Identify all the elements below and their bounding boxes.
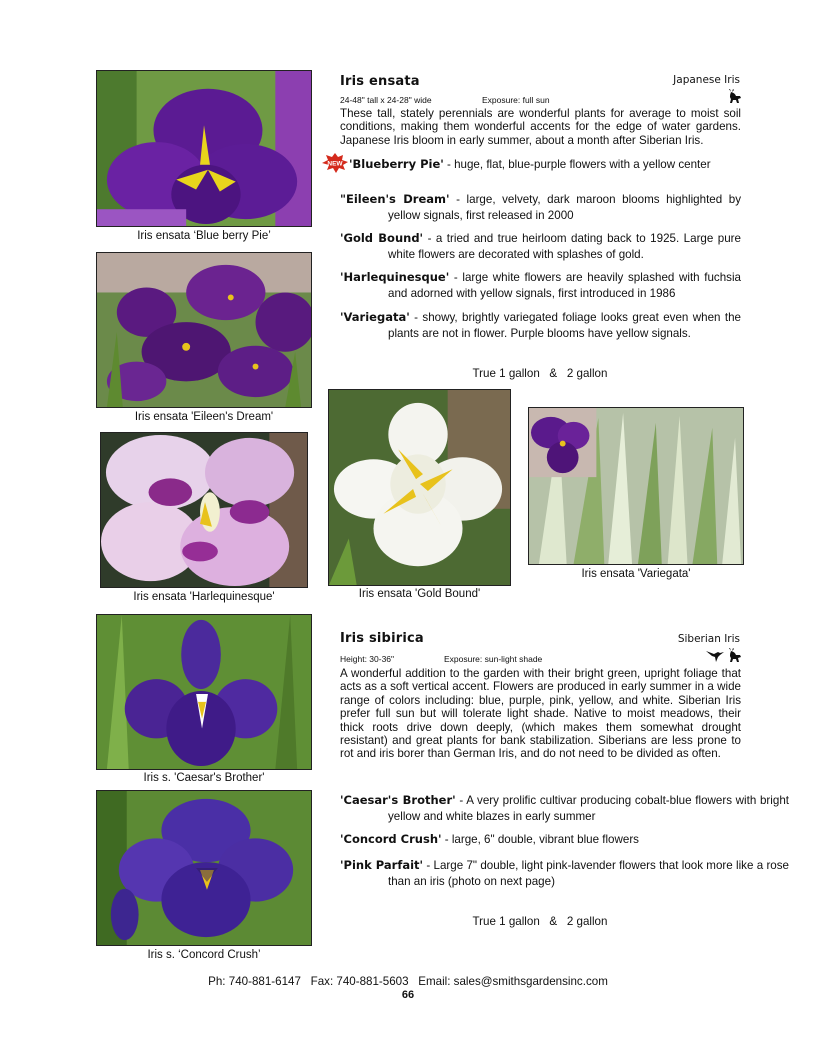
caption-concord-crush: Iris s. ‘Concord Crush’ [147, 949, 261, 961]
photo-variegata [528, 407, 744, 565]
cultivar-name: "Eileen's Dream' [340, 192, 450, 206]
new-badge-icon [322, 153, 348, 173]
cultivar-name: 'Concord Crush' [340, 832, 442, 846]
photo-gold-bound [328, 389, 511, 586]
hummingbird-icon [706, 648, 724, 662]
cultivar-name: 'Caesar's Brother' [340, 793, 456, 807]
sizes-siberian: True 1 gallon & 2 gallon [472, 915, 608, 928]
caption-variegata: Iris ensata 'Variegata' [581, 568, 691, 580]
cultivar-variegata [340, 309, 741, 342]
page-number: 66 [401, 989, 415, 1001]
cultivar-name: 'Pink Parfait' [340, 858, 424, 872]
footer-contact: Ph: 740-881-6147 Fax: 740-881-5603 Email: sales@smithsgardensinc.com [208, 975, 608, 988]
cultivar-harlequinesque [340, 269, 741, 302]
cultivar-text: - a tried and true heirloom dating back to 1925. Large pure white flowers are decorated with splashes of gold. [388, 232, 741, 261]
caption-blueberry-pie: Iris ensata ‘Blue berry Pie’ [137, 230, 271, 242]
description-siberian: A wonderful addition to the garden with their bright green, upright foliage that acts as a soft vertical accent. Flowers are produced in early summer in a wide range of colors including: blue, purple, pink, yellow, and white. Siberian Iris prefer full sun but will tolerate light shade. Native to moist meadows, their thick roots drive down deeply, (which makes them somewhat drought resistant) and great plants for bank stabilization. Siberians are less prone to rot and iris borer than German Iris, and do not need to be divided as often. [340, 667, 741, 761]
cultivar-name: 'Gold Bound' [340, 231, 424, 245]
caption-caesars-brother: Iris s. 'Caesar's Brother' [143, 772, 265, 784]
sizes-japanese: True 1 gallon & 2 gallon [472, 367, 608, 380]
exposure-label-japanese: Exposure: full sun [482, 95, 550, 105]
height-label-siberian: Height: 30-36" [340, 654, 395, 664]
svg-text:NEW: NEW [327, 160, 343, 168]
photo-harlequinesque [100, 432, 308, 588]
section-tag-japanese: Japanese Iris [673, 74, 740, 86]
caption-gold-bound: Iris ensata 'Gold Bound' [358, 588, 481, 600]
cultivar-name: 'Blueberry Pie' [349, 157, 444, 171]
cultivar-name: 'Variegata' [340, 310, 410, 324]
description-japanese: These tall, stately perennials are wonderful plants for average to moist soil conditions, making them wonderful accents for the edge of water gardens. Japanese Iris bloom in early summer, about a month after Siberian Iris. [340, 107, 741, 147]
deer-icon [726, 88, 742, 104]
size-label-japanese: 24-48" tall x 24-28" wide [340, 95, 432, 105]
caption-eileens-dream: Iris ensata 'Eileen's Dream' [134, 411, 274, 423]
exposure-label-siberian: Exposure: sun-light shade [444, 654, 543, 664]
cultivar-text: - Large 7" double, light pink-lavender flowers that look more like a rose than an iris (photo on next page) [388, 859, 789, 888]
section-tag-siberian: Siberian Iris [677, 633, 740, 645]
caption-harlequinesque: Iris ensata 'Harlequinesque' [133, 591, 275, 603]
cultivar-name: 'Harlequinesque' [340, 270, 450, 284]
cultivar-caesars-brother [340, 792, 789, 825]
cultivar-pink-parfait [340, 857, 789, 890]
cultivar-text: - showy, brightly variegated foliage looks great even when the plants are not in flower. Purple blooms have yellow signals. [388, 311, 741, 340]
cultivar-text: - large, 6" double, vibrant blue flowers [441, 833, 639, 846]
cultivar-concord-crush [340, 831, 789, 848]
section-title-siberian: Iris sibirica [340, 631, 424, 646]
cultivar-gold-bound [340, 230, 741, 263]
section-title-japanese: Iris ensata [340, 74, 420, 89]
photo-caesars-brother [96, 614, 312, 770]
cultivar-text: - large, velvety, dark maroon blooms highlighted by yellow signals, first released in 2000 [388, 193, 742, 222]
cultivar-text: - huge, flat, blue-purple flowers with a yellow center [443, 158, 711, 171]
deer-icon [726, 647, 742, 663]
cultivar-text: - large white flowers are heavily splashed with fuchsia and adorned with yellow signals, first introduced in 1986 [388, 271, 741, 300]
photo-eileens-dream [96, 252, 312, 408]
cultivar-text: - A very prolific cultivar producing cobalt-blue flowers with bright yellow and white blazes in early summer [388, 794, 789, 823]
cultivar-blueberry-pie [349, 156, 741, 173]
cultivar-eileens-dream [340, 191, 741, 224]
photo-concord-crush [96, 790, 312, 946]
photo-blueberry-pie [96, 70, 312, 227]
